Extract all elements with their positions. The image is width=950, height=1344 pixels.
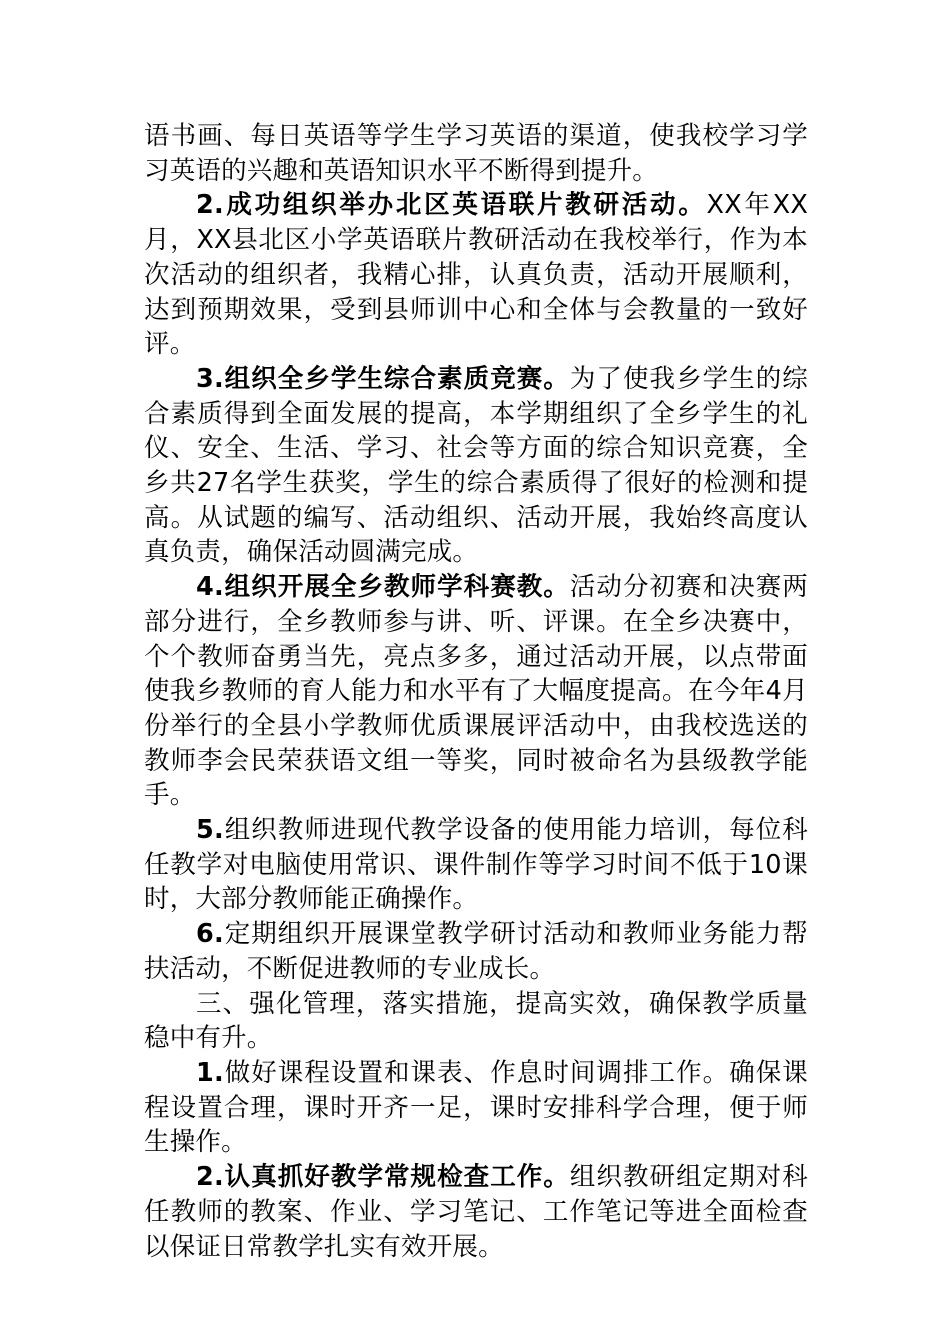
section-heading-management xyxy=(144,987,808,1056)
paragraph-heading: 3.组织全乡学生综合素质竞赛。 xyxy=(196,363,570,394)
paragraph-text: 为了使我乡学生的综合素质得到全面发展的提高，本学期组织了全乡学生的礼仪、安全、生活、学习、社会等方面的综合知识竞赛，全乡共27名学生获奖，学生的综合素质得了很好的检测和提高。从试题的编写、活动组织、活动开展，我始终高度认真负责，确保活动圆满完成。 xyxy=(144,363,808,568)
paragraph-item-4-teacher-contest xyxy=(144,570,808,813)
paragraph-text: 语书画、每日英语等学生学习英语的渠道，使我校学习学习英语的兴趣和英语知识水平不断得到提升。 xyxy=(144,121,808,186)
paragraph-english-channels xyxy=(144,119,808,188)
paragraph-heading: 1. xyxy=(196,1057,224,1088)
paragraph-text: 做好课程设置和课表、作息时间调排工作。确保课程设置合理，课时开齐一足，课时安排科学合理，便于师生操作。 xyxy=(144,1057,808,1158)
paragraph-heading: 2.认真抓好教学常规检查工作。 xyxy=(196,1162,570,1193)
paragraph-text: 定期组织开展课堂教学研讨活动和教师业务能力帮扶活动，不断促进教师的专业成长。 xyxy=(144,919,808,984)
document-body xyxy=(144,119,808,1264)
paragraph-heading: 2.成功组织举办北区英语联片教研活动。 xyxy=(196,190,707,221)
paragraph-item-2-routine-checks xyxy=(144,1160,808,1264)
paragraph-text: 组织教研组定期对科任教师的教案、作业、学习笔记、工作笔记等进全面检查以保证日常教学扎实有效开展。 xyxy=(144,1162,808,1262)
paragraph-item-2-english-research xyxy=(144,188,808,362)
paragraph-item-5-equipment-training xyxy=(144,813,808,917)
paragraph-heading: 4.组织开展全乡教师学科赛教。 xyxy=(196,572,570,603)
paragraph-item-1-curriculum xyxy=(144,1056,808,1160)
paragraph-text: XX年XX月，XX县北区小学英语联片教研活动在我校举行，作为本次活动的组织者，我精心排，认真负责，活动开展顺利，达到预期效果，受到县师训中心和全体与会教量的一致好评。 xyxy=(144,190,808,360)
paragraph-text: 三、强化管理，落实措施，提高实效，确保教学质量稳中有升。 xyxy=(144,988,808,1054)
paragraph-item-6-teaching-seminars xyxy=(144,917,808,986)
paragraph-text: 组织教师进现代教学设备的使用能力培训，每位科任教学对电脑使用常识、课件制作等学习时间不低于10课时，大部分教师能正确操作。 xyxy=(144,815,808,915)
paragraph-heading: 5. xyxy=(196,815,224,846)
paragraph-heading: 6. xyxy=(196,919,224,950)
paragraph-text: 活动分初赛和决赛两部分进行，全乡教师参与讲、听、评课。在全乡决赛中，个个教师奋勇当先，亮点多多，通过活动开展，以点带面使我乡教师的育人能力和水平有了大幅度提高。在今年4月份举行的全县小学教师优质课展评活动中，由我校选送的教师李会民荣获语文组一等奖，同时被命名为县级教学能手。 xyxy=(144,572,808,811)
paragraph-item-3-student-competition xyxy=(144,362,808,570)
